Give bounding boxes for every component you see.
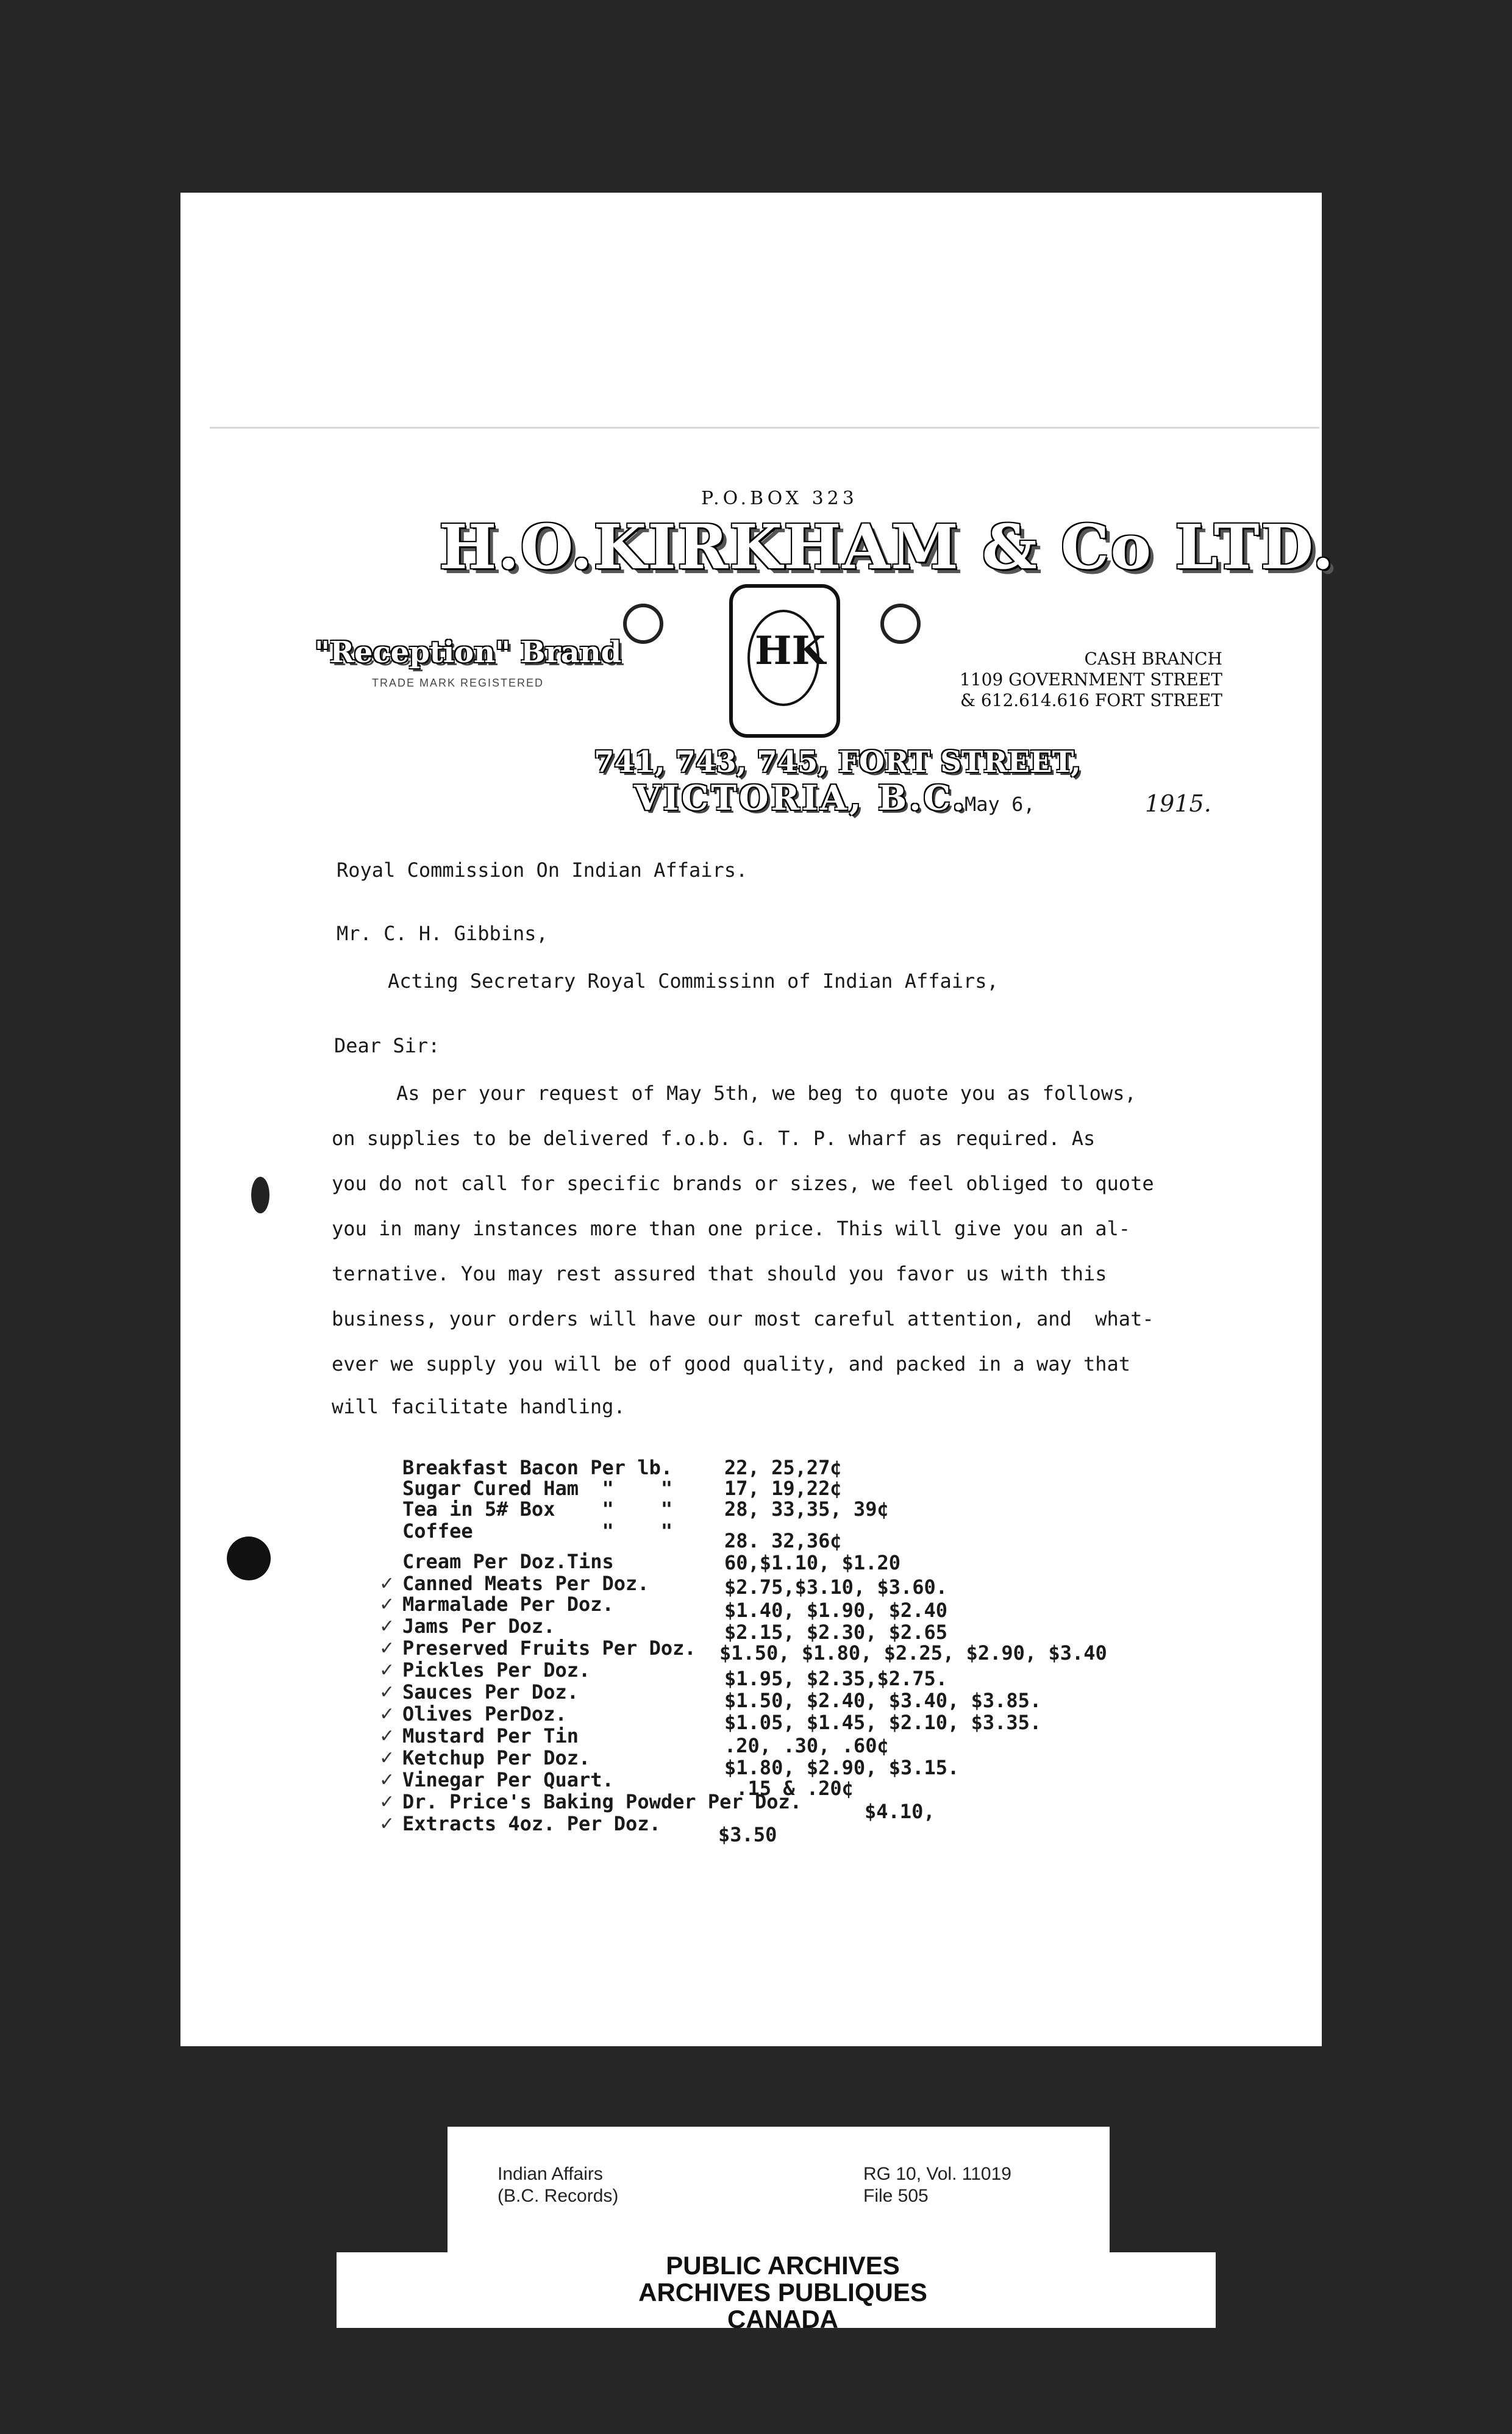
checkmark-icon: ✓ (379, 1704, 395, 1725)
company-name: H.O.KIRKHAM & Co LTD. (439, 511, 1335, 583)
item-price: $1.50, $2.40, $3.40, $3.85. (724, 1689, 1042, 1712)
item-name: Sugar Cured Ham " " (402, 1477, 673, 1500)
checkmark-icon: ✓ (379, 1791, 395, 1813)
ornament-icon (623, 604, 663, 644)
item-name: Jams Per Doz. (402, 1615, 555, 1638)
archive-stamp-line: ARCHIVES PUBLIQUES (638, 2278, 927, 2307)
item-name: Canned Meats Per Doz. (402, 1572, 649, 1595)
recipient-title: Acting Secretary Royal Commissinn of Indian Affairs, (388, 969, 999, 993)
letter-year: 1915. (1145, 790, 1211, 817)
checkmark-icon: ✓ (379, 1726, 395, 1747)
body-line: As per your request of May 5th, we beg to quote you as follows, (396, 1082, 1136, 1105)
seal-monogram-icon: HK (755, 628, 826, 674)
checkmark-icon: ✓ (379, 1594, 395, 1615)
body-line: you do not call for specific brands or sizes, we feel obliged to quote (332, 1172, 1154, 1195)
label-line: RG 10, Vol. 11019 (863, 2164, 1011, 2184)
item-name: Dr. Price's Baking Powder Per Doz. (402, 1790, 802, 1813)
label-line: Indian Affairs (497, 2164, 603, 2184)
checkmark-icon: ✓ (379, 1747, 395, 1769)
item-name: Tea in 5# Box " " (402, 1497, 673, 1521)
archive-stamp-line: CANADA (727, 2305, 838, 2333)
item-price: 28, 33,35, 39¢ (724, 1497, 889, 1521)
checkmark-icon: ✓ (379, 1769, 395, 1791)
item-name: Olives PerDoz. (402, 1702, 567, 1726)
label-tab (1107, 2252, 1216, 2328)
item-name: Coffee " " (402, 1519, 673, 1543)
punch-hole (227, 1536, 271, 1580)
item-price: 28. 32,36¢ (724, 1529, 842, 1552)
item-name: Breakfast Bacon Per lb. (402, 1456, 673, 1479)
item-price: 60,$1.10, $1.20 (724, 1551, 900, 1574)
cash-branch-line: CASH BRANCH (1084, 649, 1222, 669)
item-price: $1.80, $2.90, $3.15. (724, 1756, 960, 1779)
trademark-note: TRADE MARK REGISTERED (372, 677, 544, 689)
item-name: Mustard Per Tin (402, 1724, 579, 1747)
label-line: (B.C. Records) (497, 2186, 619, 2206)
street-address: 741, 743, 745, FORT STREET, (594, 745, 1081, 779)
city-address: VICTORIA, B.C. (634, 778, 967, 818)
cash-branch-line: 1109 GOVERNMENT STREET (960, 669, 1222, 690)
item-price: $2.75,$3.10, $3.60. (724, 1576, 948, 1599)
recipient-name: Mr. C. H. Gibbins, (337, 922, 548, 945)
item-price: $1.40, $1.90, $2.40 (724, 1599, 948, 1622)
item-price: $1.95, $2.35,$2.75. (724, 1667, 948, 1690)
item-price: $4.10, (865, 1800, 935, 1823)
label-line: File 505 (863, 2186, 929, 2206)
item-price: 22, 25,27¢ (724, 1456, 842, 1479)
ornament-icon (880, 604, 921, 644)
archive-stamp-line: PUBLIC ARCHIVES (666, 2251, 900, 2280)
body-line: on supplies to be delivered f.o.b. G. T. P. wharf as required. As (332, 1127, 1096, 1150)
letter-date: May 6, (965, 793, 1035, 816)
item-name: Extracts 4oz. Per Doz. (402, 1812, 661, 1835)
item-name: Marmalade Per Doz. (402, 1593, 614, 1616)
item-name: Preserved Fruits Per Doz. (402, 1636, 696, 1660)
body-line: ever we supply you will be of good quality, and packed in a way that (332, 1352, 1131, 1376)
item-name: Pickles Per Doz. (402, 1658, 591, 1682)
letter-subject: Royal Commission On Indian Affairs. (337, 858, 748, 882)
body-line: you in many instances more than one price. This will give you an al- (332, 1217, 1131, 1240)
checkmark-icon: ✓ (379, 1813, 395, 1835)
item-price: .20, .30, .60¢ (724, 1734, 889, 1757)
po-box: P.O.BOX 323 (701, 488, 858, 509)
item-name: Cream Per Doz.Tins (402, 1550, 614, 1573)
brand-name: "Reception" Brand (315, 635, 622, 669)
item-price: .15 & .20¢ (724, 1777, 854, 1800)
label-tab (337, 2252, 452, 2328)
item-price: 17, 19,22¢ (724, 1477, 842, 1500)
item-name: Vinegar Per Quart. (402, 1768, 614, 1791)
checkmark-icon: ✓ (379, 1573, 395, 1594)
salutation: Dear Sir: (334, 1034, 440, 1057)
item-price: $1.05, $1.45, $2.10, $3.35. (724, 1711, 1042, 1734)
cash-branch-line: & 612.614.616 FORT STREET (960, 690, 1222, 710)
item-name: Sauces Per Doz. (402, 1680, 579, 1704)
checkmark-icon: ✓ (379, 1638, 395, 1659)
checkmark-icon: ✓ (379, 1682, 395, 1703)
checkmark-icon: ✓ (379, 1616, 395, 1637)
cash-branch-address (960, 649, 1222, 711)
body-line: ternative. You may rest assured that should you favor us with this (332, 1262, 1107, 1285)
item-price: $2.15, $2.30, $2.65 (724, 1621, 948, 1644)
label-reference (863, 2163, 1011, 2207)
item-price: $1.50, $1.80, $2.25, $2.90, $3.40 (719, 1641, 1107, 1665)
body-line: business, your orders will have our most careful attention, and what- (332, 1307, 1154, 1330)
punch-hole (251, 1177, 269, 1213)
label-collection (497, 2163, 618, 2207)
body-line: will facilitate handling. (332, 1395, 626, 1418)
item-name: Ketchup Per Doz. (402, 1746, 591, 1769)
checkmark-icon: ✓ (379, 1660, 395, 1681)
item-price: $3.50 (718, 1823, 777, 1846)
